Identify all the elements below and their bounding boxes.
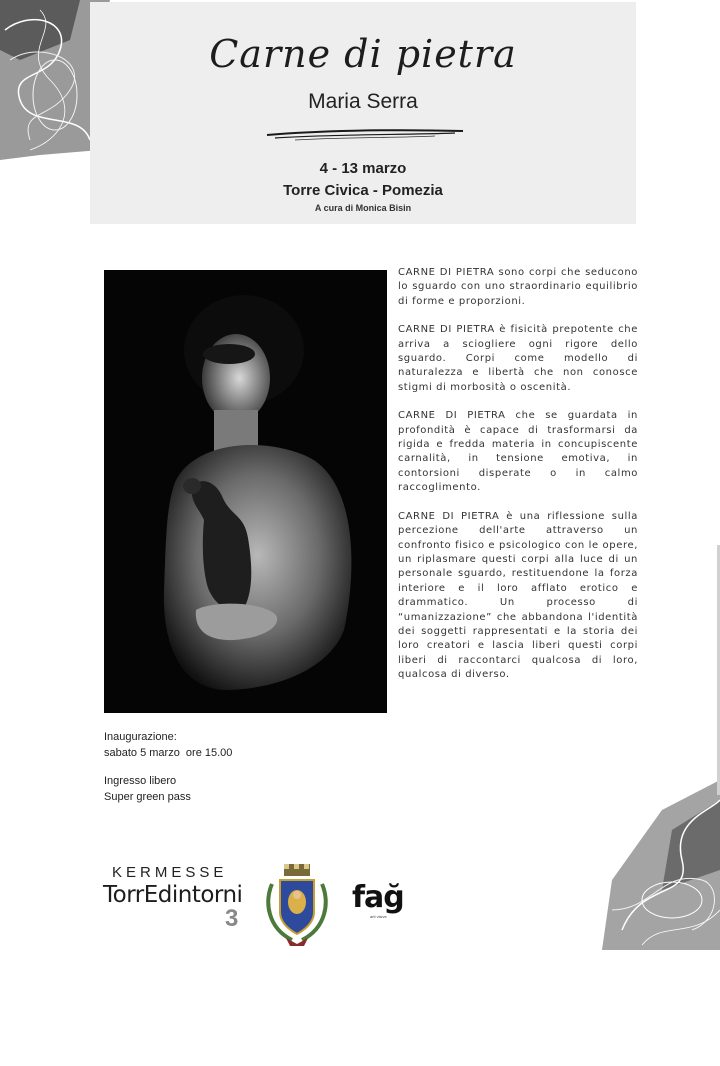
description-paragraph-2: CARNE DI PIETRA è fisicità prepotente che arriva a sciogliere ogni rigore dello sguardo. Corpi come modello di naturalezza e libertà che non conosce stigmi di morbosità o oscenità.	[398, 324, 638, 393]
municipal-crest-icon	[262, 862, 332, 947]
header-banner	[90, 2, 636, 224]
inauguration-time: sabato 5 marzo ore 15.00	[104, 747, 233, 759]
description-paragraph-3: CARNE DI PIETRA che se guardata in profondità è capace di trasformarsi da rigida e fredda materia in concupiscente carnalità, in tensione emotiva, in contorsioni disperate o in calmo raccoglimento.	[398, 410, 638, 494]
torredintorni-logo-text: TorrEdintorni	[103, 882, 243, 908]
pass-requirement: Super green pass	[104, 791, 191, 803]
fag-logo-subtitle: arti visive	[370, 914, 387, 919]
description-paragraph-4: CARNE DI PIETRA è una riflessione sulla percezione dell'arte attraverso un confronto fisico e psicologico con le opere, un riplasmare questi corpi alla luce di un personale sguardo, restituendone la forza interiore e il loro afflato erotico e drammatico. Un processo di “umanizzazione” che abbandona l'identità dei soggetti rappresentati e la storia dei loro creatori e lascia liberi questi corpi liberi di raccontarci qualcosa di loro, qualcosa di diverso.	[398, 510, 638, 681]
exhibition-description	[398, 266, 638, 697]
inauguration-info	[104, 729, 232, 761]
decorative-marble-bottom-right	[602, 780, 720, 950]
sculpture-photo-art	[104, 270, 387, 713]
torredintorni-edition-number: 3	[225, 905, 239, 932]
fag-logo-text: fağ	[352, 880, 404, 915]
curator-credit: A cura di Monica Bisin	[314, 203, 412, 213]
exhibition-title: Carne di pietra	[209, 32, 517, 76]
entry-text: Ingresso libero	[104, 775, 177, 787]
exhibition-venue: Torre Civica - Pomezia	[283, 182, 443, 199]
exhibition-dates: 4 - 13 marzo	[319, 160, 407, 177]
entry-info	[104, 773, 191, 805]
brush-stroke-divider	[265, 125, 465, 145]
sculpture-photo	[104, 270, 387, 713]
artist-name: Maria Serra	[308, 90, 418, 113]
description-paragraph-1: CARNE DI PIETRA sono corpi che seducono lo sguardo con uno straordinario equilibrio di forme e proporzioni.	[398, 267, 638, 307]
kermesse-logo-text: KERMESSE	[112, 864, 228, 881]
inauguration-label: Inaugurazione:	[104, 731, 177, 743]
